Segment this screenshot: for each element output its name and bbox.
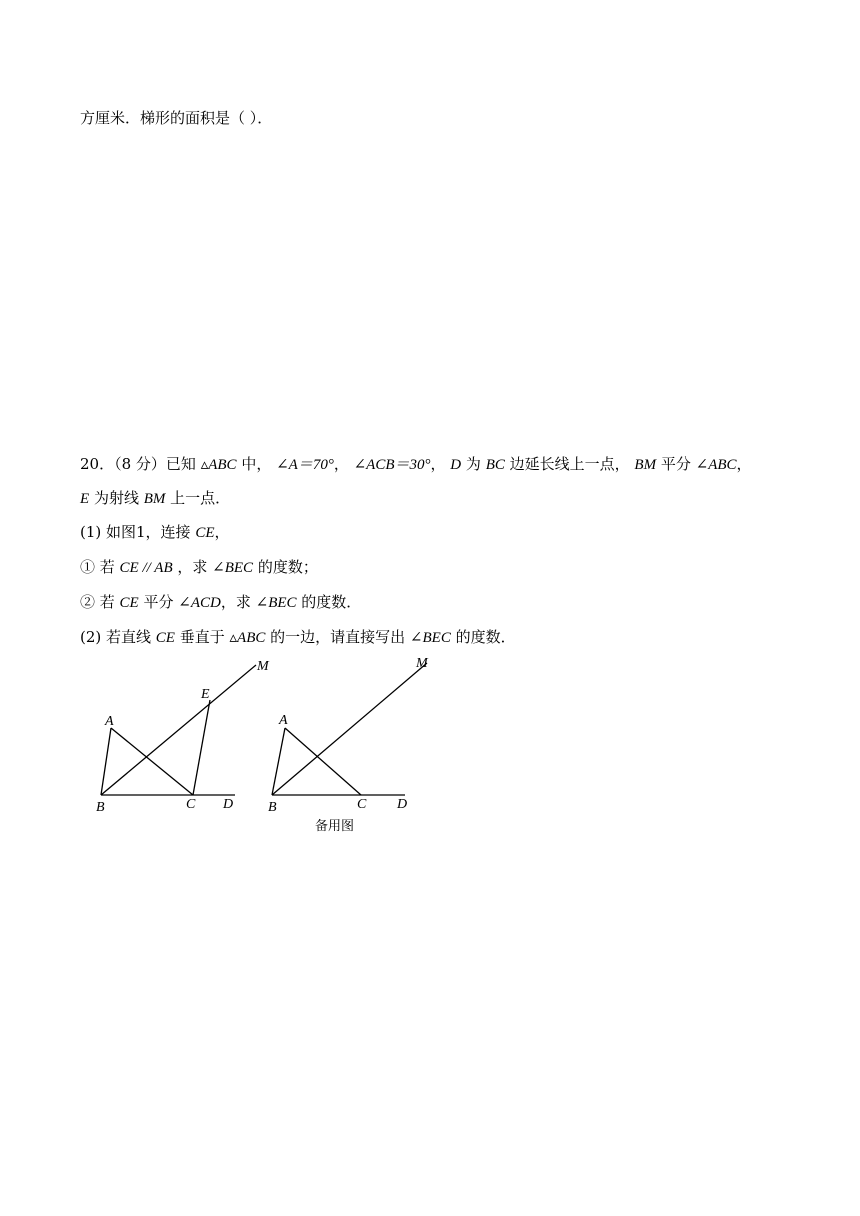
fig1-label-A: A <box>105 714 114 729</box>
text-segment: ① 若 <box>80 558 120 576</box>
math-expression: ∠A＝70° <box>276 457 334 473</box>
math-expression: CE // AB <box>119 560 173 576</box>
figure-2-labels <box>268 656 429 815</box>
text-segment: 的度数； <box>253 558 318 576</box>
text-segment: ② 若 <box>80 593 120 611</box>
math-expression: ∠BEC <box>255 595 297 611</box>
previous-question-tail: 方厘米．梯形的面积是（ ）． <box>80 109 273 127</box>
text-segment: ， <box>214 523 230 541</box>
fig1-label-C: C <box>186 797 196 812</box>
text-segment: ， <box>333 455 354 473</box>
math-expression: ∠ACD <box>178 595 221 611</box>
text-segment: 为 <box>461 455 486 473</box>
fig1-label-D: D <box>223 797 234 812</box>
figure-1 <box>101 665 256 795</box>
q20-part1-1 <box>80 557 318 578</box>
text-segment: 的度数． <box>450 628 516 646</box>
math-expression: ▵ABC <box>200 457 237 473</box>
math-expression: ∠BEC <box>212 560 254 576</box>
q20-stem-line2 <box>80 488 230 509</box>
math-expression: BM <box>143 491 166 507</box>
math-expression: CE <box>195 525 215 541</box>
text-segment: ，求 <box>220 593 256 611</box>
q20-score: （8 分） <box>114 455 166 473</box>
math-expression: CE <box>155 630 175 646</box>
fig1-label-E: E <box>201 687 210 702</box>
math-expression: ∠BEC <box>409 630 451 646</box>
q20-part2 <box>80 627 516 648</box>
fig2-label-D: D <box>397 797 408 812</box>
fig2-label-B: B <box>268 800 277 815</box>
q20-number: 20． <box>80 455 115 473</box>
fig2-segment-AC <box>285 728 361 795</box>
text-segment: (2) 若直线 <box>80 628 156 646</box>
fig1-segment-AB <box>101 728 111 795</box>
math-expression: ∠ACB＝30° <box>353 457 431 473</box>
text-segment: ，求 <box>172 558 213 576</box>
fig2-label-C: C <box>357 797 367 812</box>
text-segment: 为射线 <box>89 489 144 507</box>
text-segment: 的度数． <box>296 593 362 611</box>
text-segment: ， <box>430 455 451 473</box>
math-expression: BM <box>634 457 657 473</box>
math-expression: ▵ABC <box>229 630 266 646</box>
geometry-figures <box>85 655 428 840</box>
fig1-ray-BM <box>101 665 256 795</box>
math-expression: E <box>80 491 90 507</box>
text-segment: 上一点． <box>165 489 231 507</box>
text-segment: 平分 <box>656 455 696 473</box>
math-expression: D <box>450 457 462 473</box>
fig2-caption: 备用图 <box>315 819 355 834</box>
q20-part1 <box>80 522 230 543</box>
fig2-label-M: M <box>416 656 428 671</box>
text-segment: (1) 如图1，连接 <box>80 523 196 541</box>
q20-stem-text <box>166 455 752 473</box>
text-segment: 中， <box>236 455 277 473</box>
math-expression: BC <box>485 457 505 473</box>
text-segment: 平分 <box>138 593 179 611</box>
q20-stem <box>80 454 752 475</box>
math-expression: ∠ABC <box>695 457 737 473</box>
fig2-label-A: A <box>279 713 288 728</box>
figure-2 <box>272 663 427 795</box>
text-segment: 的一边，请直接写出 <box>265 628 410 646</box>
fig1-segment-CE <box>193 700 210 795</box>
text-segment: 边延长线上一点， <box>504 455 635 473</box>
fig2-ray-BM <box>272 663 427 795</box>
text-segment: 已知 <box>165 455 201 473</box>
q20-part1-2 <box>80 592 361 613</box>
fig1-segment-AC <box>111 728 193 795</box>
text-segment: 垂直于 <box>174 628 230 646</box>
math-expression: CE <box>119 595 139 611</box>
fig1-label-B: B <box>96 800 105 815</box>
fig1-label-M: M <box>257 659 269 674</box>
text-segment: ， <box>736 455 752 473</box>
